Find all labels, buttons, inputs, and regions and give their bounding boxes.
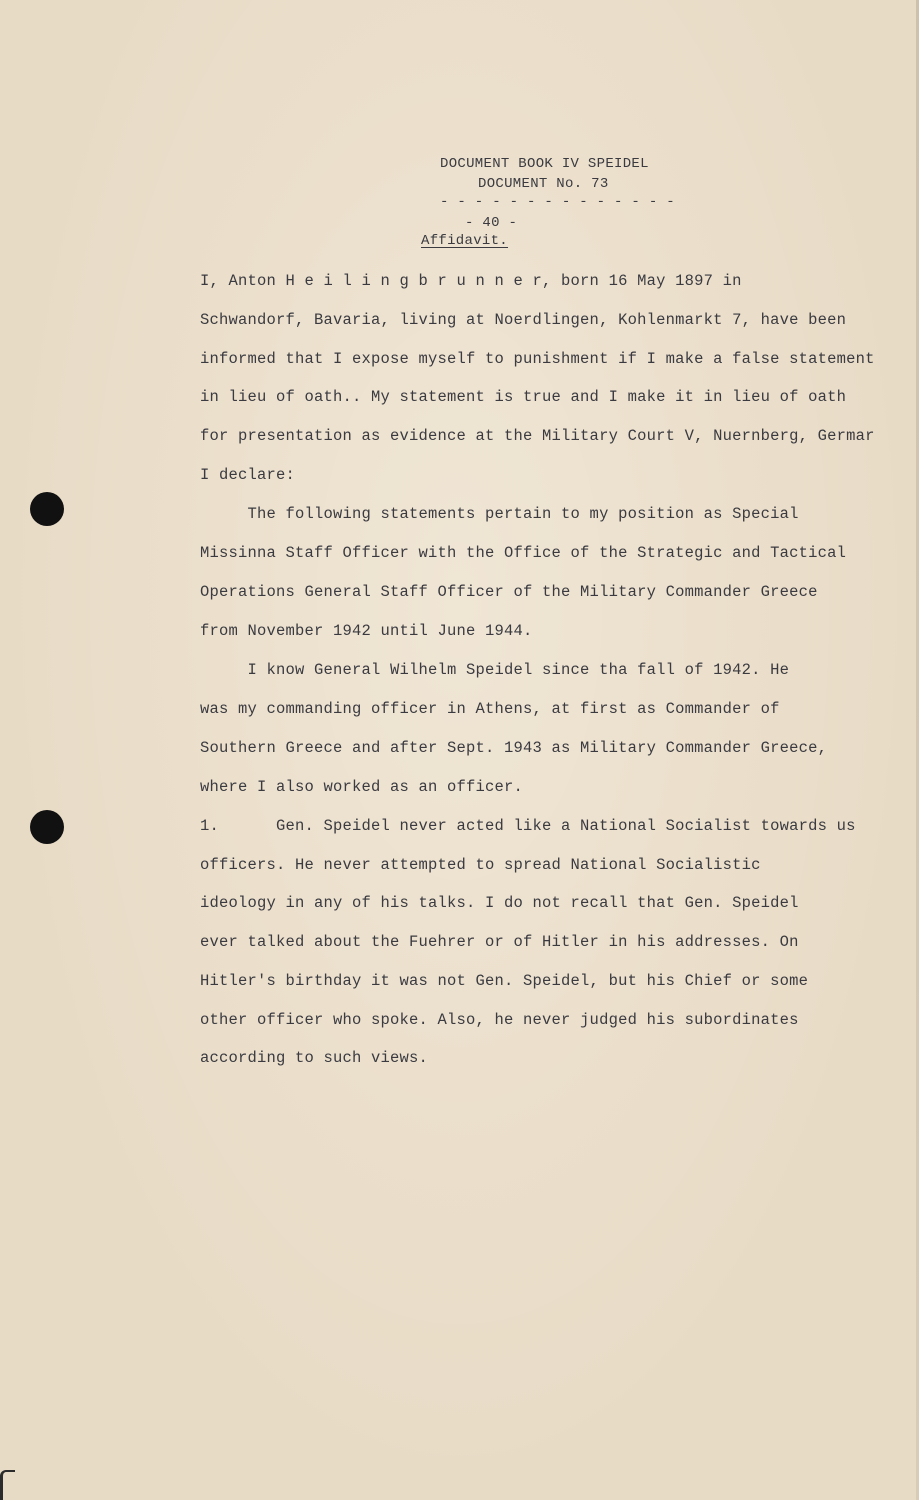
body-line: in lieu of oath.. My statement is true and I make it in lieu of oath bbox=[200, 388, 847, 406]
body-line: informed that I expose myself to punishment if I make a false statement bbox=[200, 350, 875, 368]
body-line: where I also worked as an officer. bbox=[200, 778, 524, 796]
body-line: Operations General Staff Officer of the Military Commander Greece bbox=[200, 583, 818, 601]
body-line: other officer who spoke. Also, he never judged his subordinates bbox=[200, 1011, 799, 1029]
body-line: officers. He never attempted to spread National Socialistic bbox=[200, 856, 761, 874]
punch-hole bbox=[30, 810, 64, 844]
body-line: The following statements pertain to my position as Special bbox=[200, 505, 799, 523]
corner-mark bbox=[0, 1470, 15, 1500]
header-rule: - - - - - - - - - - - - - - bbox=[440, 194, 675, 210]
body-line: Schwandorf, Bavaria, living at Noerdlingen, Kohlenmarkt 7, have been bbox=[200, 311, 847, 329]
body-line: I know General Wilhelm Speidel since tha fall of 1942. He bbox=[200, 661, 790, 679]
body-line: according to such views. bbox=[200, 1049, 429, 1067]
document-number: DOCUMENT No. 73 bbox=[478, 176, 609, 192]
punch-hole bbox=[30, 492, 64, 526]
body-line: was my commanding officer in Athens, at first as Commander of bbox=[200, 700, 780, 718]
page-number: - 40 - bbox=[465, 215, 518, 231]
body-line: Hitler's birthday it was not Gen. Speidel, but his Chief or some bbox=[200, 972, 809, 990]
body-line: Missinna Staff Officer with the Office of the Strategic and Tactical bbox=[200, 544, 847, 562]
body-line: ever talked about the Fuehrer or of Hitler in his addresses. On bbox=[200, 933, 799, 951]
body-line: I, Anton H e i l i n g b r u n n e r, born 16 May 1897 in bbox=[200, 272, 742, 290]
document-book-label: DOCUMENT BOOK IV SPEIDEL bbox=[440, 156, 649, 172]
body-line: I declare: bbox=[200, 466, 296, 484]
body-line: for presentation as evidence at the Military Court V, Nuernberg, Germar bbox=[200, 427, 875, 445]
body-line: 1. Gen. Speidel never acted like a National Socialist towards us bbox=[200, 817, 856, 835]
document-title: Affidavit. bbox=[421, 233, 509, 249]
body-line: from November 1942 until June 1944. bbox=[200, 622, 533, 640]
body-line: Southern Greece and after Sept. 1943 as Military Commander Greece, bbox=[200, 739, 828, 757]
body-line: ideology in any of his talks. I do not recall that Gen. Speidel bbox=[200, 894, 799, 912]
